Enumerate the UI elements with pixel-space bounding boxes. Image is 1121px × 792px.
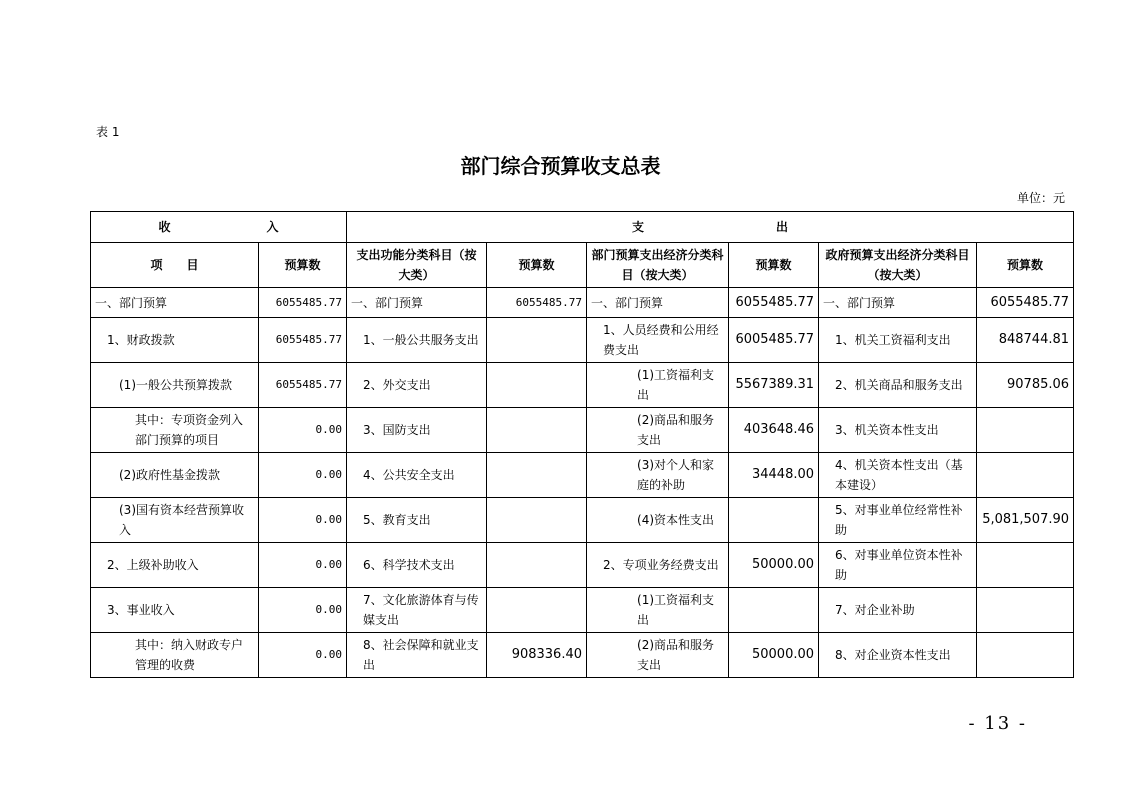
budget-cell: 0.00: [259, 588, 347, 633]
budget-cell: 34448.00: [729, 453, 819, 498]
budget-cell: 908336.40: [487, 633, 587, 678]
dept-econ-cell: 一、部门预算: [587, 288, 729, 318]
gov-econ-cell: 4、机关资本性支出（基本建设）: [819, 453, 977, 498]
col-budget-header: 预算数: [729, 243, 819, 288]
table-row: [91, 453, 1074, 498]
dept-econ-cell: (2)商品和服务支出: [587, 633, 729, 678]
item-cell: 一、部门预算: [91, 288, 259, 318]
func-cell: 2、外交支出: [347, 363, 487, 408]
col-budget-header: 预算数: [977, 243, 1074, 288]
item-cell: (2)政府性基金拨款: [91, 453, 259, 498]
budget-cell: 6055485.77: [259, 288, 347, 318]
budget-cell: 6055485.77: [977, 288, 1074, 318]
budget-cell: [487, 543, 587, 588]
gov-econ-cell: 一、部门预算: [819, 288, 977, 318]
col-gov-econ-header: 政府预算支出经济分类科目（按大类）: [819, 243, 977, 288]
budget-cell: [487, 498, 587, 543]
budget-cell: 6055485.77: [487, 288, 587, 318]
unit-label: 单位：元: [1016, 191, 1065, 205]
table-row: [91, 633, 1074, 678]
budget-cell: [977, 543, 1074, 588]
table-row: [91, 543, 1074, 588]
budget-cell: [977, 408, 1074, 453]
gov-econ-cell: 6、对事业单位资本性补助: [819, 543, 977, 588]
header-row-columns: [91, 243, 1074, 288]
dept-econ-cell: 2、专项业务经费支出: [587, 543, 729, 588]
budget-cell: [977, 588, 1074, 633]
budget-cell: 6055485.77: [259, 363, 347, 408]
func-cell: 一、部门预算: [347, 288, 487, 318]
item-cell: 其中：纳入财政专户管理的收费: [91, 633, 259, 678]
func-cell: 3、国防支出: [347, 408, 487, 453]
header-row-sections: [91, 212, 1074, 243]
col-item-header: 项 目: [91, 243, 259, 288]
col-dept-econ-header: 部门预算支出经济分类科目（按大类）: [587, 243, 729, 288]
budget-cell: 90785.06: [977, 363, 1074, 408]
budget-cell: 6055485.77: [259, 318, 347, 363]
func-cell: 6、科学技术支出: [347, 543, 487, 588]
budget-cell: 50000.00: [729, 543, 819, 588]
col-budget-header: 预算数: [259, 243, 347, 288]
table-row: [91, 318, 1074, 363]
item-cell: (3)国有资本经营预算收入: [91, 498, 259, 543]
table-label: 表 1: [96, 125, 120, 139]
gov-econ-cell: 7、对企业补助: [819, 588, 977, 633]
item-cell: 其中：专项资金列入部门预算的项目: [91, 408, 259, 453]
budget-cell: 0.00: [259, 408, 347, 453]
func-cell: 7、文化旅游体育与传媒支出: [347, 588, 487, 633]
item-cell: 1、财政拨款: [91, 318, 259, 363]
gov-econ-cell: 8、对企业资本性支出: [819, 633, 977, 678]
budget-cell: [729, 588, 819, 633]
func-cell: 4、公共安全支出: [347, 453, 487, 498]
table-row: [91, 498, 1074, 543]
budget-cell: 50000.00: [729, 633, 819, 678]
budget-cell: [977, 633, 1074, 678]
budget-cell: [729, 498, 819, 543]
func-cell: 5、教育支出: [347, 498, 487, 543]
table-row: [91, 363, 1074, 408]
budget-cell: [487, 588, 587, 633]
budget-cell: [977, 453, 1074, 498]
dept-econ-cell: (2)商品和服务支出: [587, 408, 729, 453]
document-title: 部门综合预算收支总表: [460, 154, 661, 178]
income-section-header: 收 入: [91, 212, 347, 243]
budget-cell: 0.00: [259, 633, 347, 678]
col-func-header: 支出功能分类科目（按大类）: [347, 243, 487, 288]
gov-econ-cell: 1、机关工资福利支出: [819, 318, 977, 363]
func-cell: 8、社会保障和就业支出: [347, 633, 487, 678]
budget-table: [90, 211, 1074, 678]
budget-cell: 403648.46: [729, 408, 819, 453]
budget-cell: 0.00: [259, 453, 347, 498]
budget-cell: 0.00: [259, 543, 347, 588]
item-cell: 3、事业收入: [91, 588, 259, 633]
dept-econ-cell: (1)工资福利支出: [587, 588, 729, 633]
budget-cell: 0.00: [259, 498, 347, 543]
budget-cell: 5,081,507.90: [977, 498, 1074, 543]
budget-cell: 848744.81: [977, 318, 1074, 363]
dept-econ-cell: (1)工资福利支出: [587, 363, 729, 408]
table-row: [91, 288, 1074, 318]
table-row: [91, 588, 1074, 633]
table-row: [91, 408, 1074, 453]
budget-cell: [487, 408, 587, 453]
gov-econ-cell: 2、机关商品和服务支出: [819, 363, 977, 408]
budget-cell: 6055485.77: [729, 288, 819, 318]
expense-section-header: 支 出: [347, 212, 1074, 243]
budget-cell: [487, 453, 587, 498]
budget-cell: 6005485.77: [729, 318, 819, 363]
page-number: - 13 -: [968, 713, 1027, 734]
func-cell: 1、一般公共服务支出: [347, 318, 487, 363]
gov-econ-cell: 5、对事业单位经常性补助: [819, 498, 977, 543]
item-cell: (1)一般公共预算拨款: [91, 363, 259, 408]
dept-econ-cell: (3)对个人和家庭的补助: [587, 453, 729, 498]
dept-econ-cell: 1、人员经费和公用经费支出: [587, 318, 729, 363]
col-budget-header: 预算数: [487, 243, 587, 288]
dept-econ-cell: (4)资本性支出: [587, 498, 729, 543]
budget-cell: [487, 318, 587, 363]
budget-cell: 5567389.31: [729, 363, 819, 408]
budget-cell: [487, 363, 587, 408]
gov-econ-cell: 3、机关资本性支出: [819, 408, 977, 453]
item-cell: 2、上级补助收入: [91, 543, 259, 588]
